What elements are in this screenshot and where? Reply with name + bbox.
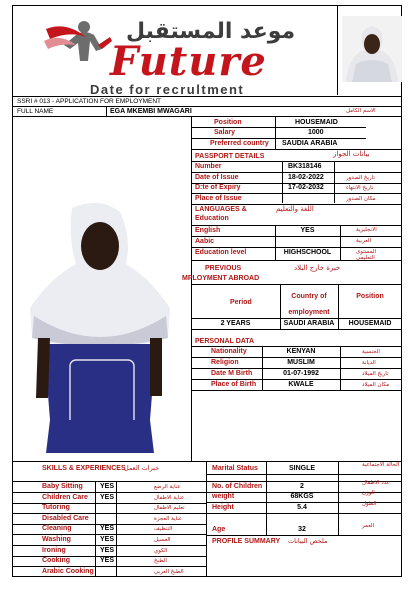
- position-value: HOUSEMAID: [295, 119, 338, 126]
- skills-title: SKILLS & EXPERIENCES: [42, 465, 126, 472]
- profile-summary: PROFILE SUMMARY: [212, 538, 281, 545]
- logo-tagline: Date for recrultment: [90, 82, 245, 97]
- skill-row-label: Washing: [42, 536, 71, 543]
- skill-row-arabic: عناية العجزة: [154, 515, 183, 522]
- language-row-label: English: [195, 227, 221, 234]
- personal-row-label: Nationality: [211, 348, 247, 355]
- row-divider: [206, 513, 402, 514]
- language-row-arabic: المستوى التعليمي: [356, 249, 377, 261]
- personal-row-arabic: تاريخ الميلاد: [362, 371, 389, 377]
- passport-row-value: BK318146: [288, 163, 322, 170]
- personal-row-arabic: مكان الميلاد: [362, 382, 390, 388]
- full-name-value: EGA MKEMBI MWAGARI: [110, 108, 192, 115]
- language-row-label: Education level: [195, 249, 247, 256]
- skills-title-arabic: خبرات العمل: [124, 464, 160, 472]
- skill-row-arabic: التنظيف: [154, 526, 173, 533]
- applicant-photo-image: [20, 198, 178, 453]
- passport-row-arabic: تاريخ الصدور: [346, 174, 375, 181]
- skill-row-label: Cleaning: [42, 525, 72, 533]
- skill-row-arabic: عناية الاطفال: [154, 494, 185, 501]
- languages-title-arabic: اللغة والتعليم: [276, 205, 314, 213]
- experience-position-value: HOUSEMAID: [348, 320, 392, 327]
- personal-row-arabic: الديانة: [362, 360, 376, 366]
- status-row-label: Age: [212, 526, 226, 533]
- language-row-arabic: العربية: [356, 238, 372, 244]
- personal-row-value: KWALE: [288, 381, 314, 388]
- logo-word: Future: [110, 38, 267, 85]
- language-row-value: YES: [300, 227, 315, 234]
- row-divider: [206, 474, 402, 475]
- personal-row-value: MUSLIM: [287, 359, 315, 366]
- language-row-label: Aabic: [195, 238, 215, 245]
- passport-row-value: 18-02-2022: [288, 173, 324, 181]
- skill-row-value: YES: [100, 483, 115, 490]
- status-row-value: 2: [300, 483, 304, 490]
- experience-title-2: MPLOYMENT ABROAD: [182, 275, 260, 282]
- status-row-value: 32: [298, 526, 306, 533]
- skill-row-label: Arabic Cooking: [42, 567, 94, 575]
- experience-col-period: Period: [230, 299, 252, 306]
- experience-title-arabic: خبرة خارج البلاد: [294, 264, 341, 272]
- status-row-arabic: الحالة الاجتماعية: [362, 462, 400, 468]
- skill-row-arabic: عناية الرضع: [154, 484, 181, 490]
- country-value: SAUDIA ARABIA: [282, 140, 338, 147]
- skill-row-arabic: تعليم الاطفال: [154, 505, 185, 512]
- row-divider: [206, 535, 402, 536]
- row-divider: [191, 236, 402, 237]
- status-row-arabic: الوزن: [362, 490, 375, 496]
- status-row-arabic: عدد الاطفال: [362, 480, 390, 486]
- status-row-label: Height: [212, 504, 234, 511]
- status-row-value: SINGLE: [288, 465, 316, 472]
- skill-row-value: YES: [100, 557, 115, 565]
- experience-period-value: 2 YEARS: [220, 320, 251, 327]
- skill-row-label: Disabled Care: [42, 514, 89, 522]
- status-row-label: No. of Children: [212, 483, 263, 490]
- status-row-label: Marital Status: [212, 465, 258, 472]
- personal-row-value: 01-07-1992: [283, 370, 319, 377]
- logo: [40, 15, 320, 97]
- language-row-value: HIGHSCHOOL: [283, 249, 332, 256]
- header-photo-image: [342, 16, 402, 82]
- profile-summary-arabic: ملخص البيانات: [288, 537, 328, 545]
- salary-value: 1000: [308, 129, 324, 136]
- experience-col-position: Position: [356, 293, 384, 300]
- passport-row-value: 17-02-2032: [288, 184, 324, 191]
- full-name-label: FULL NAME: [17, 108, 54, 115]
- languages-title-1: LANGUAGES &: [195, 206, 247, 213]
- passport-title-arabic: بيانات الجواز: [333, 150, 370, 158]
- skill-row-arabic: الطبخ: [154, 558, 167, 565]
- personal-title: PERSONAL DATA: [195, 338, 255, 345]
- passport-row-label: Place of Issue: [195, 194, 242, 202]
- passport-title: PASSPORT DETAILS: [195, 153, 265, 160]
- personal-row-label: Place of Birth: [211, 381, 257, 388]
- skill-row-value: YES: [100, 536, 115, 543]
- country-label: Preferred country: [210, 140, 269, 147]
- personal-row-label: Date M Birth: [211, 370, 253, 377]
- header-photo: [342, 16, 402, 82]
- skill-row-label: Children Care: [42, 493, 88, 501]
- personal-row-label: Religion: [211, 359, 239, 366]
- skill-row-label: Baby Sitting: [42, 483, 83, 490]
- status-row-arabic: العمر: [362, 523, 375, 529]
- divider: [337, 5, 338, 95]
- experience-col-country-2: employment: [288, 309, 330, 316]
- full-name-arabic: الاسم الكامل: [346, 108, 376, 114]
- skill-row-label: Cooking: [42, 557, 70, 565]
- experience-country-value: SAUDI ARABIA: [283, 320, 335, 327]
- personal-row-arabic: الجنسية: [362, 349, 380, 355]
- form-reference: SSRI # 013 - APPLICATION FOR EMPLOYMENT: [17, 98, 161, 105]
- personal-row-value: KENYAN: [286, 348, 316, 355]
- position-label: Position: [214, 119, 242, 126]
- skill-row-label: Ironing: [42, 546, 66, 554]
- skill-row-label: Tutoring: [42, 504, 70, 512]
- skill-row-arabic: الطبخ العربي: [154, 568, 184, 575]
- logo-arabic: موعد المستقبل: [126, 19, 296, 44]
- language-row-arabic: الانجليزية: [356, 227, 377, 233]
- passport-row-label: Number: [195, 163, 222, 170]
- status-row-value: 68KGS: [290, 493, 314, 500]
- skill-row-value: YES: [100, 546, 115, 554]
- passport-row-label: D:te of Expiry: [195, 184, 241, 191]
- status-row-label: weight: [212, 493, 235, 500]
- status-row-arabic: الطول: [362, 501, 377, 507]
- passport-row-arabic: مكان الصدور: [346, 195, 376, 202]
- languages-title-2: Education: [195, 215, 229, 222]
- skill-row-value: YES: [100, 525, 115, 533]
- status-row-value: 5.4: [297, 504, 307, 511]
- skill-row-value: YES: [100, 493, 115, 501]
- passport-row-label: Date of Issue: [195, 173, 239, 181]
- skill-row-arabic: الغسيل: [154, 537, 171, 543]
- experience-col-country-1: Country of: [291, 293, 327, 300]
- passport-row-arabic: تاريخ الانتهاء: [346, 185, 374, 191]
- salary-label: Salary: [214, 129, 236, 136]
- experience-title-1: PREVIOUS: [205, 265, 242, 272]
- skill-row-arabic: الكوي: [154, 547, 168, 554]
- applicant-photo: [20, 198, 178, 453]
